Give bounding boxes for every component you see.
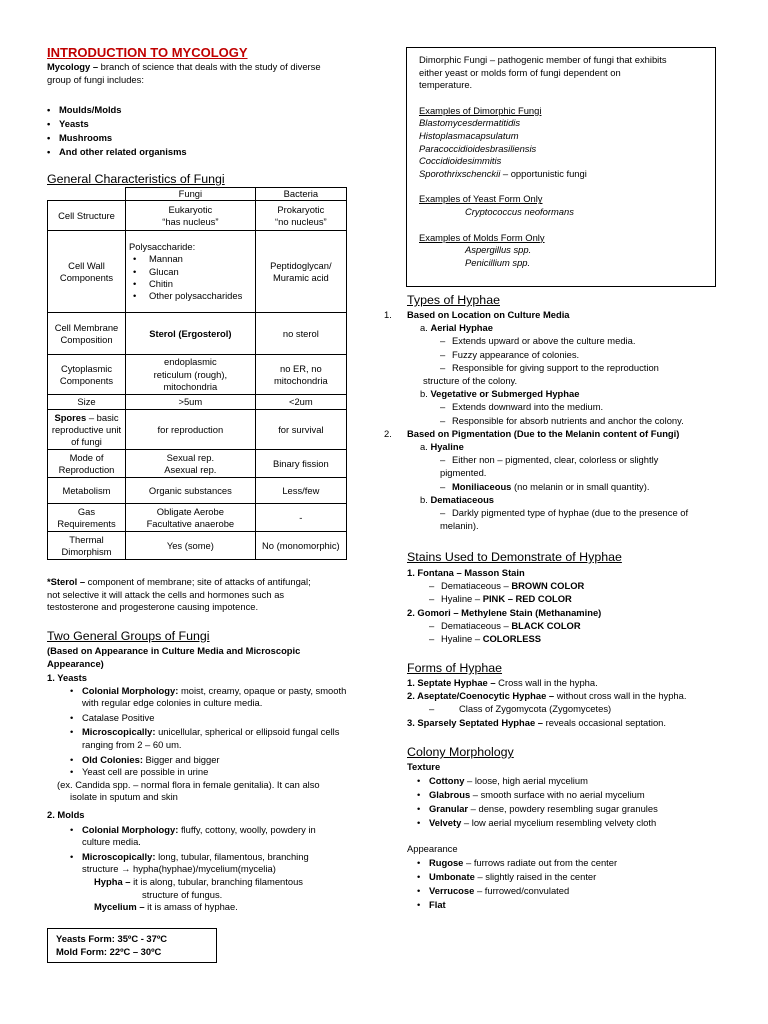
stains-heading: Stains Used to Demonstrate of Hyphae — [407, 550, 622, 564]
colony-heading: Colony Morphology — [407, 745, 514, 759]
yeast-only-heading: Examples of Yeast Form Only — [419, 193, 543, 205]
table-cell: Obligate Aerobe Facultative anaerobe — [126, 504, 256, 532]
table-cell: Prokaryotic “no nucleus” — [255, 201, 346, 231]
sterol-note: *Sterol – component of membrane; site of attacks of antifungal; not selective it will attack the cells and hormones such as testosterone and progesterone causing impotence. — [47, 576, 311, 613]
table-row — [48, 355, 347, 395]
forms-heading: Forms of Hyphae — [407, 661, 503, 675]
table-cell: endoplasmic reticulum (rough), mitochondria — [126, 355, 256, 395]
types-hyphae-list: 1. Based on Location on Culture Media a. Aerial Hyphae – Extends upward or above the culture media. – Fuzzy appearance of colonies. – Responsible for giving support to the reproduction structure of the colony. b. Vegetative or Submerged Hyphae – Extends downward into the medium. – Responsible for absorb nutrients and anchor the colony. 2. Based on Pigmentation (Due to the Melanin content of Fungi) a. Hyaline – Either non – pigmented, clear, colorless or slightly pigmented. – Moniliaceous (no melanin or in small quantity). b. Dematiaceous – Darkly pigmented type of hyphae (due to the presence of melanin). — [384, 308, 724, 532]
table-cell: Polysaccharide: • Mannan • Glucan • Chitin • Other polysaccharides — [126, 231, 256, 313]
mycology-term: Mycology – — [47, 61, 99, 72]
table-row — [48, 450, 347, 478]
table-row — [48, 478, 347, 504]
molds-only-heading: Examples of Molds Form Only — [419, 231, 545, 243]
list-item: • And other related organisms — [47, 145, 347, 159]
table-cell: No (monomorphic) — [255, 532, 346, 560]
table-cell: Eukaryotic “has nucleus” — [126, 201, 256, 231]
table-row — [48, 395, 347, 410]
table-cell: Less/few — [255, 478, 346, 504]
mycology-definition — [47, 61, 367, 86]
table-row — [48, 532, 347, 560]
dimorphic-examples-heading: Examples of Dimorphic Fungi — [419, 104, 542, 116]
yeasts-section: 1. Yeasts • Colonial Morphology: moist, creamy, opaque or pasty, smooth with regular edge colonies in culture media. • Catalase Positive • Microscopically: unicellular, spherical or ellipsoid fungal cells ranging from 2 – 60 um. • Old Colonies: Bigger and bigger • Yeast cell are possible in urine (ex. Candida spp. – normal flora in female genitalia). It can also isolate in sputum and skin — [47, 672, 377, 804]
list-item: • Moulds/Molds — [47, 103, 347, 117]
row-label: Metabolism — [48, 478, 126, 504]
two-groups-heading: Two General Groups of Fungi — [47, 629, 210, 643]
table-cell: no ER, no mitochondria — [255, 355, 346, 395]
row-label: Spores – basic reproductive unit of fungi — [48, 410, 126, 450]
row-label: Cell Membrane Composition — [48, 313, 126, 355]
row-label: Thermal Dimorphism — [48, 532, 126, 560]
characteristics-table — [47, 187, 347, 560]
row-label: Cell Structure — [48, 201, 126, 231]
dimorphic-fungi-content: Dimorphic Fungi – pathogenic member of fungi that exhibits either yeast or molds form of fungi dependent on temperature. Examples of Dimorphic Fungi Blastomycesdermatitidis Histoplasmacapsulatum Paracoccidioidesbrasiliensis Coccidioidesimmitis Sporothrixschenckii – opportunistic fungi Examples of Yeast Form Only Cryptococcus neoformans Examples of Molds Form Only Aspergillus spp. Penicillium spp. — [419, 54, 709, 269]
forms-list: 1. Septate Hyphae – Cross wall in the hypha. 2. Aseptate/Coenocytic Hyphae – without cross wall in the hypha. – Class of Zygomycota (Zygomycetes) 3. Sparsely Septated Hyphae – reveals occasional septation. — [407, 677, 687, 728]
table-row — [48, 504, 347, 532]
mycology-def-2: group of fungi includes: — [47, 73, 144, 85]
table-cell: <2um — [255, 395, 346, 410]
table-cell: Sexual rep. Asexual rep. — [126, 450, 256, 478]
table-cell: for reproduction — [126, 410, 256, 450]
table-cell: Organic substances — [126, 478, 256, 504]
table-cell: - — [255, 504, 346, 532]
types-hyphae-heading: Types of Hyphae — [407, 293, 500, 307]
row-label: Gas Requirements — [48, 504, 126, 532]
table-row — [48, 201, 347, 231]
table-row — [48, 410, 347, 450]
table-cell: Yes (some) — [126, 532, 256, 560]
row-label: Mode of Reproduction — [48, 450, 126, 478]
col-header-bacteria: Bacteria — [255, 188, 346, 201]
fungi-groups-list — [47, 103, 347, 159]
row-label: Cell Wall Components — [48, 231, 126, 313]
temperature-box — [47, 928, 217, 963]
colony-texture: Texture • Cottony – loose, high aerial mycelium • Glabrous – smooth surface with no aerial mycelium • Granular – dense, powdery resembling sugar granules • Velvety – low aerial mycelium resembling velvety cloth — [407, 760, 727, 830]
table-cell: Peptidoglycan/ Muramic acid — [255, 231, 346, 313]
list-item: • Mushrooms — [47, 131, 347, 145]
colony-appearance: Appearance • Rugose – furrows radiate out from the center • Umbonate – slightly raised in the center • Verrucose – furrowed/convulated • Flat — [407, 842, 727, 912]
table-cell: Sterol (Ergosterol) — [126, 313, 256, 355]
table-cell: no sterol — [255, 313, 346, 355]
row-label: Size — [48, 395, 126, 410]
table-row — [48, 313, 347, 355]
molds-section: 2. Molds • Colonial Morphology: fluffy, cottony, woolly, powdery in culture media. • Microscopically: long, tubular, filamentous, branching structure → hypha(hyphae)/mycelium(mycelia) Hypha – it is along, tubular, branching filamentous structure of fungus. Mycelium – it is amass of hyphae. — [47, 809, 377, 914]
table-cell: Binary fission — [255, 450, 346, 478]
table-cell: for survival — [255, 410, 346, 450]
general-characteristics-heading: General Characteristics of Fungi — [47, 172, 225, 186]
table-cell: >5um — [126, 395, 256, 410]
yeast-temperature: Yeasts Form: 35ºC - 37ºC — [56, 933, 168, 944]
list-item: • Yeasts — [47, 117, 347, 131]
table-header-row — [48, 188, 347, 201]
stains-list: 1. Fontana – Masson Stain – Dematiaceous – BROWN COLOR – Hyaline – PINK – RED COLOR 2. Gomori – Methylene Stain (Methanamine) – Dematiaceous – BLACK COLOR – Hyaline – COLORLESS — [407, 566, 727, 645]
table-row — [48, 231, 347, 313]
two-groups-subheading: (Based on Appearance in Culture Media and Microscopic Appearance) — [47, 645, 301, 669]
row-label: Cytoplasmic Components — [48, 355, 126, 395]
mycology-def-1: branch of science that deals with the study of diverse — [98, 61, 321, 72]
col-header-fungi: Fungi — [126, 188, 256, 201]
mold-temperature: Mold Form: 22ºC – 30ºC — [56, 946, 162, 957]
page-title: INTRODUCTION TO MYCOLOGY — [47, 45, 248, 60]
